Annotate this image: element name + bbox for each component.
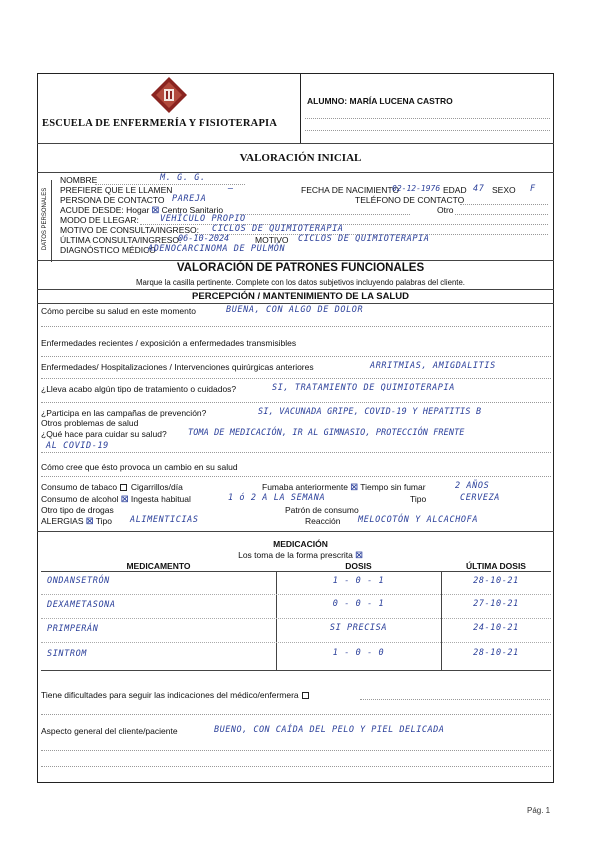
dificultades-checkbox[interactable] (302, 692, 309, 699)
prefiere-value: — (228, 184, 234, 194)
alcohol-checkbox[interactable]: ☒ (120, 494, 129, 504)
alergias-tipo-value: ALIMENTICIAS (130, 515, 199, 525)
line (41, 356, 551, 357)
med-ultima: 24-10-21 (473, 623, 519, 633)
med-dosis: 0 - 0 - 1 (332, 599, 385, 609)
row-line (41, 594, 551, 595)
telefono-label: TELÉFONO DE CONTACTO (355, 195, 465, 205)
line (41, 766, 551, 767)
fumaba-row: Fumaba anteriormente ☒ Tiempo sin fumar (262, 482, 426, 492)
nombre-label: NOMBRE (60, 175, 98, 185)
line (41, 750, 551, 751)
med-dosis: 1 - 0 - 1 (332, 576, 385, 586)
reaccion-label: Reacción (305, 516, 341, 526)
med-ultima: 28-10-21 (473, 648, 519, 658)
student-name: ALUMNO: MARÍA LUCENA CASTRO (307, 96, 453, 106)
q4-label: ¿Lleva acabo algún tipo de tratamiento o cuidados? (41, 384, 237, 394)
motivo-label: MOTIVO DE CONSULTA/INGRESO: (60, 225, 200, 235)
aspecto-label: Aspecto general del cliente/paciente (41, 726, 178, 736)
q2-label: Enfermedades recientes / exposición a enfermedades transmisibles (41, 338, 297, 348)
edad-label: EDAD (443, 185, 467, 195)
divider (37, 531, 554, 532)
line (455, 214, 548, 215)
q7-value-2: AL COVID-19 (46, 441, 109, 451)
tabaco-row: Consumo de tabaco Cigarrillos/día (41, 482, 183, 492)
line (41, 402, 551, 403)
page-number: Pág. 1 (527, 806, 551, 815)
line (41, 326, 551, 327)
fumaba-checkbox[interactable]: ☒ (350, 482, 358, 492)
med-name: PRIMPERÁN (47, 624, 99, 634)
med-dosis: SI PRECISA (329, 623, 388, 633)
table-header-line (41, 571, 551, 572)
drogas-label: Otro tipo de drogas (41, 505, 114, 515)
col-header-medicamento: MEDICAMENTO (126, 561, 191, 571)
q5-label: ¿Participa en las campañas de prevención? (41, 408, 207, 418)
dificultades-row: Tiene dificultades para seguir las indicaciones del médico/enfermera (41, 690, 310, 700)
tipo-label: Tipo (410, 494, 427, 504)
header-divider-vertical (300, 73, 301, 143)
motivo-value: CICLOS DE QUIMIOTERAPIA (212, 224, 344, 234)
aspecto-value: BUENO, CON CAÍDA DEL PELO Y PIEL DELICADA (214, 725, 445, 735)
q5-value: SI, VACUNADA GRIPE, COVID-19 Y HEPATITIS B (258, 407, 482, 417)
patron-label: Patrón de consumo (285, 505, 359, 515)
divider (37, 260, 554, 261)
reaccion-value: MELOCOTÓN Y ALCACHOFA (358, 515, 479, 525)
fecha-label: FECHA DE NACIMIENTO (301, 185, 400, 195)
personal-side-label: DATOS PERSONALES (38, 180, 52, 262)
ingesta-value: 1 ó 2 A LA SEMANA (228, 493, 326, 503)
diag-label: DIAGNÓSTICO MÉDICO (60, 245, 156, 255)
row-line (41, 642, 551, 643)
sexo-label: SEXO (492, 185, 516, 195)
sexo-value: F (530, 184, 536, 194)
otro-label: Otro (437, 205, 454, 215)
edad-value: 47 (473, 184, 485, 194)
medicacion-title: MEDICACIÓN (273, 539, 328, 549)
medication-table (41, 560, 551, 670)
contacto-value: PAREJA (172, 194, 207, 204)
med-dosis: 1 - 0 - 0 (332, 648, 385, 658)
alergias-checkbox[interactable]: ☒ (85, 516, 94, 526)
divider (37, 172, 554, 173)
medicacion-subtitle: Los toma de la forma prescrita ☒ (238, 550, 363, 560)
line (41, 476, 551, 477)
q1-label: Cómo percibe su salud en este momento (41, 306, 196, 316)
tabaco-checkbox[interactable] (120, 484, 127, 491)
motivo2-label: MOTIVO (255, 235, 289, 245)
table-bottom-line (41, 670, 551, 671)
line (41, 378, 551, 379)
patrones-subtitle: Marque la casilla pertinente. Complete con los datos subjetivos incluyendo palabras del cliente. (136, 278, 465, 287)
q7-value: TOMA DE MEDICACIÓN, IR AL GIMNASIO, PROTECCIÓN FRENTE (188, 428, 465, 438)
col-header-ultima: ÚLTIMA DOSIS (466, 561, 526, 571)
diag-value: ADENOCARCINOMA DE PULMÓN (148, 244, 286, 254)
col-header-dosis: DOSIS (345, 561, 372, 571)
motivo2-value: CICLOS DE QUIMIOTERAPIA (298, 234, 430, 244)
divider (37, 289, 554, 290)
line (41, 452, 551, 453)
divider (37, 143, 554, 144)
line (240, 214, 410, 215)
patrones-title: VALORACIÓN DE PATRONES FUNCIONALES (176, 262, 425, 274)
sinfumar-value: 2 AÑOS (455, 481, 490, 491)
student-line-1 (305, 118, 550, 119)
med-name: ONDANSETRÓN (47, 576, 110, 586)
doc-title: VALORACIÓN INICIAL (239, 152, 362, 164)
acude-row: ACUDE DESDE: Hogar ☒ Centro Sanitario (60, 205, 224, 215)
section-title: PERCEPCIÓN / MANTENIMIENTO DE LA SALUD (192, 291, 409, 302)
school-name: ESCUELA DE ENFERMERÍA Y FISIOTERAPIA (42, 118, 278, 129)
q3-value: ARRITMIAS, AMIGDALITIS (370, 361, 496, 371)
line (140, 224, 548, 225)
q1-value: BUENA, CON ALGO DE DOLOR (226, 305, 364, 315)
row-line (41, 618, 551, 619)
student-line-2 (305, 130, 550, 131)
line (41, 714, 551, 715)
nombre-value: M. G. G. (160, 173, 206, 183)
tipo-value: CERVEZA (460, 493, 501, 503)
prefiere-label: PREFIERE QUE LE LLAMEN (60, 185, 173, 195)
contacto-label: PERSONA DE CONTACTO (60, 195, 165, 205)
ultima-value: 06-10-2024 (178, 234, 230, 244)
q6-label: Otros problemas de salud (41, 418, 139, 428)
med-ultima: 28-10-21 (473, 576, 519, 586)
alergias-row: ALERGIAS ☒ Tipo (41, 516, 112, 526)
fecha-value: 02-12-1976 (392, 184, 441, 193)
q3-label: Enfermedades/ Hospitalizaciones / Intervenciones quirúrgicas anteriores (41, 362, 314, 372)
alcohol-row: Consumo de alcohol ☒ Ingesta habitual (41, 494, 191, 504)
q4-value: SI, TRATAMIENTO DE QUIMIOTERAPIA (272, 383, 455, 393)
line (460, 204, 548, 205)
hogar-checkbox[interactable]: ☒ (151, 205, 160, 215)
ultima-label: ÚLTIMA CONSULTA/INGRESO: (60, 235, 182, 245)
med-ultima: 27-10-21 (473, 599, 519, 609)
prescrita-checkbox[interactable]: ☒ (355, 550, 363, 560)
divider (37, 303, 554, 304)
modo-label: MODO DE LLEGAR: (60, 215, 139, 225)
med-name: DEXAMETASONA (47, 600, 116, 610)
modo-value: VEHÍCULO PROPIO (160, 214, 246, 224)
q8-label: Cómo cree que ésto provoca un cambio en su salud (41, 462, 238, 472)
q7-label: ¿Qué hace para cuidar su salud? (41, 429, 167, 439)
line (360, 699, 550, 700)
med-name: SINTROM (47, 649, 88, 659)
